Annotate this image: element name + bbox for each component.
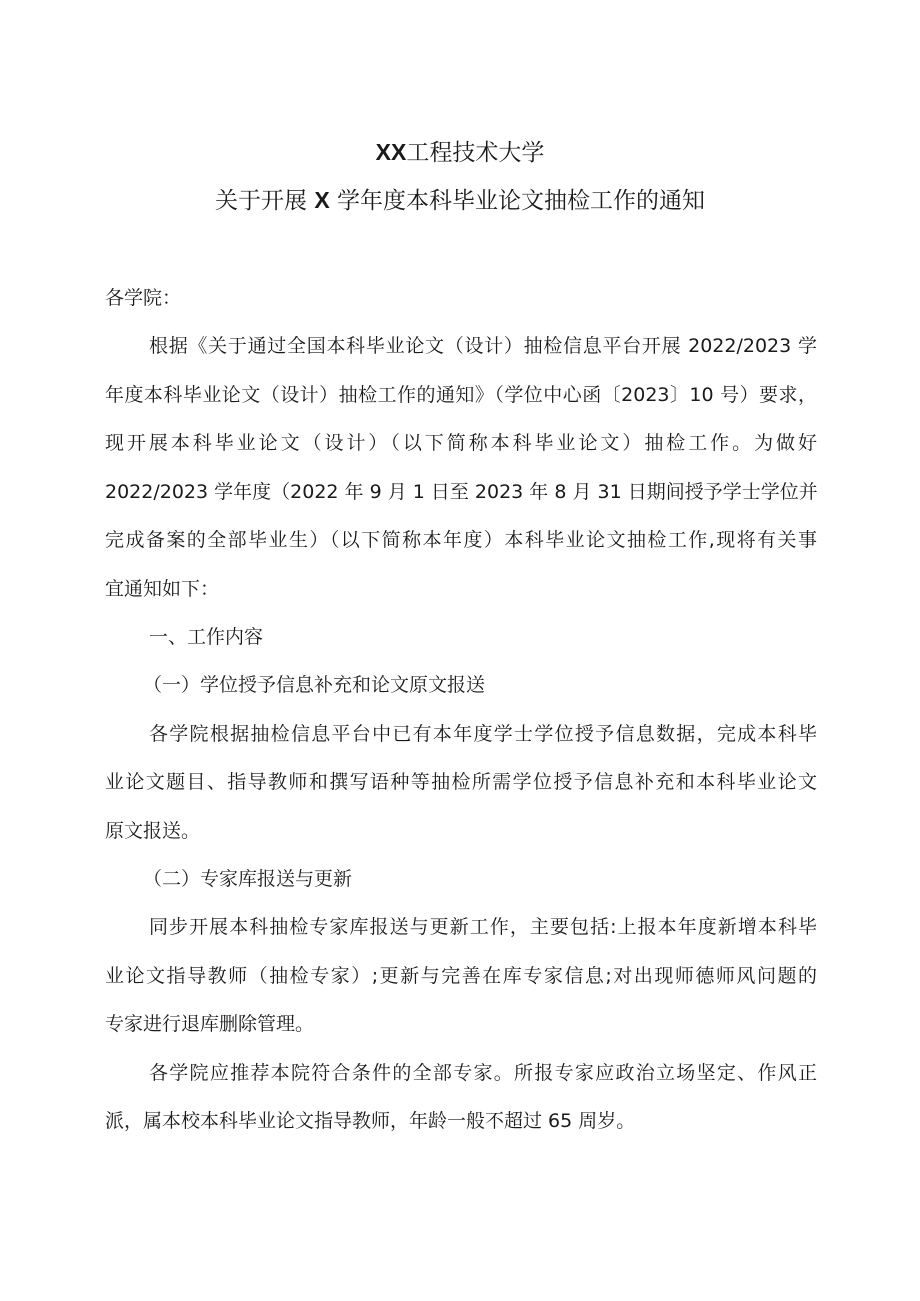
paragraph-3-line-1: 同步开展本科抽检专家库报送与更新工作，主要包括:上报本年度新增本科毕 — [149, 916, 817, 938]
paragraph-2-line-3: 原文报送。 — [105, 820, 201, 842]
subsection-1-heading: （一）学位授予信息补充和论文原文报送 — [143, 674, 486, 696]
paragraph-2-line-1: 各学院根据抽检信息平台中已有本年度学士学位授予信息数据，完成本科毕 — [149, 723, 817, 745]
subsection-2-heading: （二）专家库报送与更新 — [143, 868, 353, 890]
paragraph-2-line-2: 业论文题目、指导教师和撰写语种等抽检所需学位授予信息补充和本科毕业论文 — [105, 771, 817, 793]
paragraph-3-line-3: 专家进行退库删除管理。 — [105, 1013, 315, 1035]
section-1-heading: 一、工作内容 — [149, 626, 264, 648]
paragraph-1-line-3: 现开展本科毕业论文（设计）（以下简称本科毕业论文）抽检工作。为做好 — [105, 432, 817, 454]
document-title-org — [0, 137, 920, 168]
paragraph-1-line-2: 年度本科毕业论文（设计）抽检工作的通知》（学位中心函〔2023〕10 号）要求， — [105, 384, 817, 406]
title-part-a: 关于开展 — [215, 188, 308, 214]
document-title-subject — [0, 185, 920, 216]
paragraph-1-line-6: 宜通知如下： — [105, 578, 220, 600]
paragraph-1-line-1: 根据《关于通过全国本科毕业论文（设计）抽检信息平台开展 2022/2023 学 — [149, 335, 817, 357]
paragraph-3-line-2: 业论文指导教师（抽检专家）;更新与完善在库专家信息;对出现师德师风问题的 — [105, 965, 817, 987]
paragraph-1-line-5: 完成备案的全部毕业生）（以下简称本年度）本科毕业论文抽检工作,现将有关事 — [105, 529, 817, 551]
paragraph-4-line-1: 各学院应推荐本院符合条件的全部专家。所报专家应政治立场坚定、作风正 — [149, 1062, 817, 1084]
org-prefix: XX — [375, 139, 407, 165]
salutation: 各学院： — [105, 287, 182, 309]
title-part-b: 学年度本科毕业论文抽检工作的通知 — [336, 188, 705, 214]
paragraph-1-line-4: 2022/2023 学年度（2022 年 9 月 1 日至 2023 年 8 月 31 日期间授予学士学位并 — [105, 481, 818, 503]
org-name: 工程技术大学 — [406, 140, 545, 166]
paragraph-4-line-2: 派，属本校本科毕业论文指导教师，年龄一般不超过 65 周岁。 — [105, 1110, 636, 1132]
title-year-x: X — [314, 187, 330, 213]
